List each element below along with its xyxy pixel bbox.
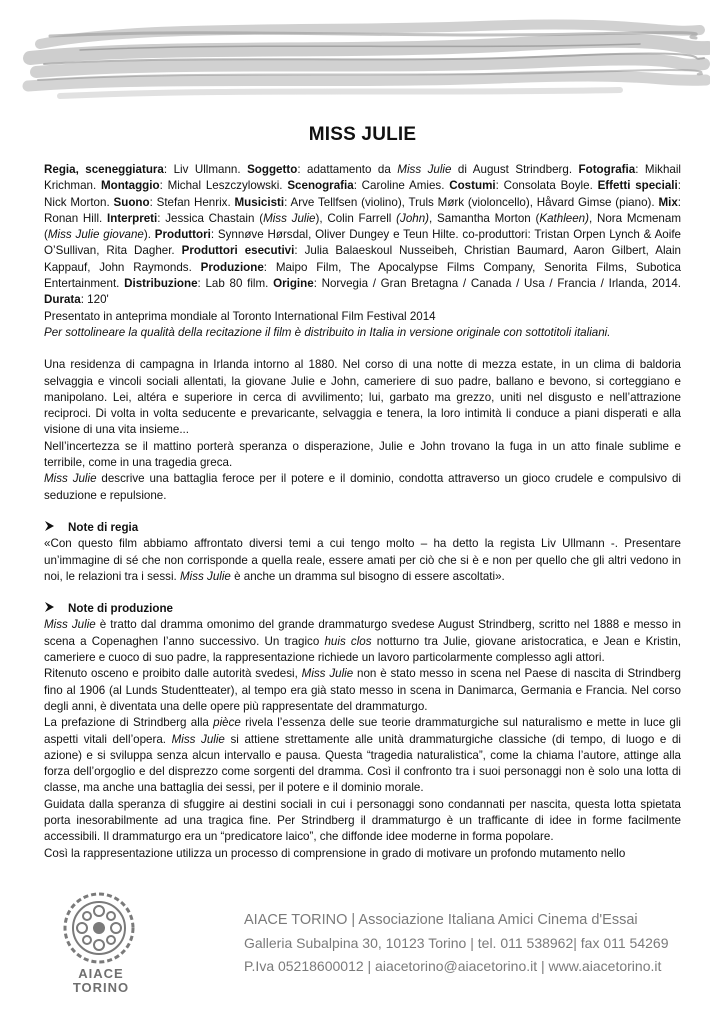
- film-reel-logo-icon: [62, 891, 136, 965]
- paragraph: Così la rappresentazione utilizza un processo di comprensione in grado di motivare un profondo mutamento nello: [44, 846, 626, 860]
- section-heading-regia: Note di regia: [44, 520, 681, 536]
- page-title: MISS JULIE: [308, 124, 417, 145]
- arrow-bullet-icon: [44, 520, 68, 536]
- footer-tax-email-web: P.Iva 05218600012 | aiacetorino@aiacetorino.it | www.aiacetorino.it: [244, 958, 662, 974]
- paragraph: Ritenuto osceno e proibito dalle autorità svedesi, Miss Julie non è stato messo in scena nel Paese di nascita di Strindberg fino al 1906 (al Lunds Studentteater), al tempo era già stato messo in scena in Danimarca, Germania e Francia. Nel corso degli anni, è diventata una delle opere più rappresentate del drammaturgo.: [44, 667, 681, 713]
- paragraph: Nell’incertezza se il mattino porterà speranza o disperazione, Julie e John trovano la fuga in un atto finale sublime e terribile, come in una tragedia greca.: [44, 439, 681, 470]
- regia-notes: [44, 536, 681, 585]
- logo-text: AIACE TORINO: [72, 966, 130, 995]
- arrow-bullet-icon: [44, 601, 68, 617]
- synopsis: [44, 357, 681, 504]
- footer-association: AIACE TORINO | Associazione Italiana Amici Cinema d'Essai: [244, 912, 638, 928]
- paragraph: «Con questo film abbiamo affrontato diversi temi a cui tengo molto – ha detto la regista Liv Ullmann -. Presentare un’immagine di sé che non corrisponde a quella reale, essere amati per ciò che si è e non per quello che gli altri vedono in noi, le relazioni tra i sessi. Miss Julie è anche un dramma sul bisogno di essere ascoltati».: [44, 537, 681, 583]
- footer: [0, 885, 725, 1024]
- produzione-notes: [44, 617, 681, 861]
- section-heading-produzione: Note di produzione: [44, 601, 681, 617]
- distribution-note: Per sottolineare la qualità della recitazione il film è distribuito in Italia in versione originale con sottotitoli italiani.: [44, 325, 611, 339]
- document-body: [44, 162, 681, 862]
- brush-stroke-header: [20, 14, 710, 106]
- premiere-line: Presentato in anteprima mondiale al Toronto International Film Festival 2014: [44, 309, 436, 323]
- paragraph: Guidata dalla speranza di sfuggire ai destini sociali in cui i personaggi sono condannati per nascita, questa lotta spietata porta inesorabilmente ad una tragica fine. Per Strindberg il drammaturgo è un trafficante di idee in forme facilmente accessibili. Il drammaturgo era un “predicatore laico”, che diffonde idee moderne in forma popolare.: [44, 797, 681, 844]
- paragraph: Miss Julie descrive una battaglia feroce per il potere e il dominio, condotta attraverso un gioco crudele e compulsivo di seduzione e repulsione.: [44, 472, 681, 502]
- credits-paragraph: Regia, sceneggiatura: Liv Ullmann. Soggetto: adattamento da Miss Julie di August Strindberg. Fotografia: Mikhail Krichman. Montaggio: Michal Leszczylowski. Scenografia: Caroline Amies. Costumi: Consolata Boyle. Effetti speciali: Nick Morton. Suono: Stefan Henrix. Musicisti: Arve Tellfsen (violino), Truls Mørk (violoncello), Håvard Gimse (piano). Mix: Ronan Hill. Interpreti: Jessica Chastain (Miss Julie), Colin Farrell (John), Samantha Morton (Kathleen), Nora Mcmenam (Miss Julie giovane). Produttori: Synnøve Hørsdal, Oliver Dungey e Teun Hilte. co-produttori: Tristan Orpen Lynch & Aoife O’Sullivan, Rita Dagher. Produttori esecutivi: Julia Balaeskoul Nusseibeh, Christian Baumard, Aaron Gilbert, Alain Kappauf, John Raymonds. Produzione: Maipo Film, The Apocalypse Films Company, Senorita Films, Subotica Entertainment. Distribuzione: Lab 80 film. Origine: Norvegia / Gran Bretagna / Canada / Usa / Francia / Irlanda, 2014. Durata: 120': [44, 163, 682, 307]
- footer-address: Galleria Subalpina 30, 10123 Torino | tel. 011 538962| fax 011 54269: [244, 935, 669, 951]
- paragraph: Una residenza di campagna in Irlanda intorno al 1880. Nel corso di una notte di mezza estate, in un clima di baldoria selvaggia e vincoli sociali allentati, la giovane Julie e John, cameriere di suo padre, ballano e bevono, si corteggiano e manipolano. Lei, altéra e superiore in cerca di avvilimento; lui, garbato ma grezzo, uniti nel disgusto e nell’attrazione reciproci. Di volta in volta seducente e prevaricante, selvaggia e tenera, la loro intimità li conduce a piani disperati e alla visione di una vita insieme...: [44, 358, 681, 437]
- paragraph: Miss Julie è tratto dal dramma omonimo del grande drammaturgo svedese August Strindberg, scritto nel 1888 e messo in scena a Copenaghen l’anno successivo. Un tragico huis clos notturno tra Julie, giovane aristocratica, e Jean e Kristin, cameriere e cuoco di suo padre, la rappresentazione richiede un lavoro particolarmente complesso agli attori.: [44, 618, 681, 665]
- paragraph: La prefazione di Strindberg alla pièce rivela l’essenza delle sue teorie drammaturgiche sul naturalismo e mette in luce gli aspetti vitali dell’opera. Miss Julie si attiene strettamente alle unità drammaturgiche classiche (di tempo, di luogo e di azione) e si sviluppa senza alcun intervallo e pausa. Questa “tragedia naturalistica”, come la chiama l’autore, attinge alla forza dell’orgoglio e del disprezzo come sorgenti del dramma. Così il confronto tra i suoi personaggi non è solo una lotta di classe, ma anche una battaglia dei sessi, per il potere e il dominio morale.: [44, 716, 681, 795]
- footer-contacts: [244, 909, 668, 978]
